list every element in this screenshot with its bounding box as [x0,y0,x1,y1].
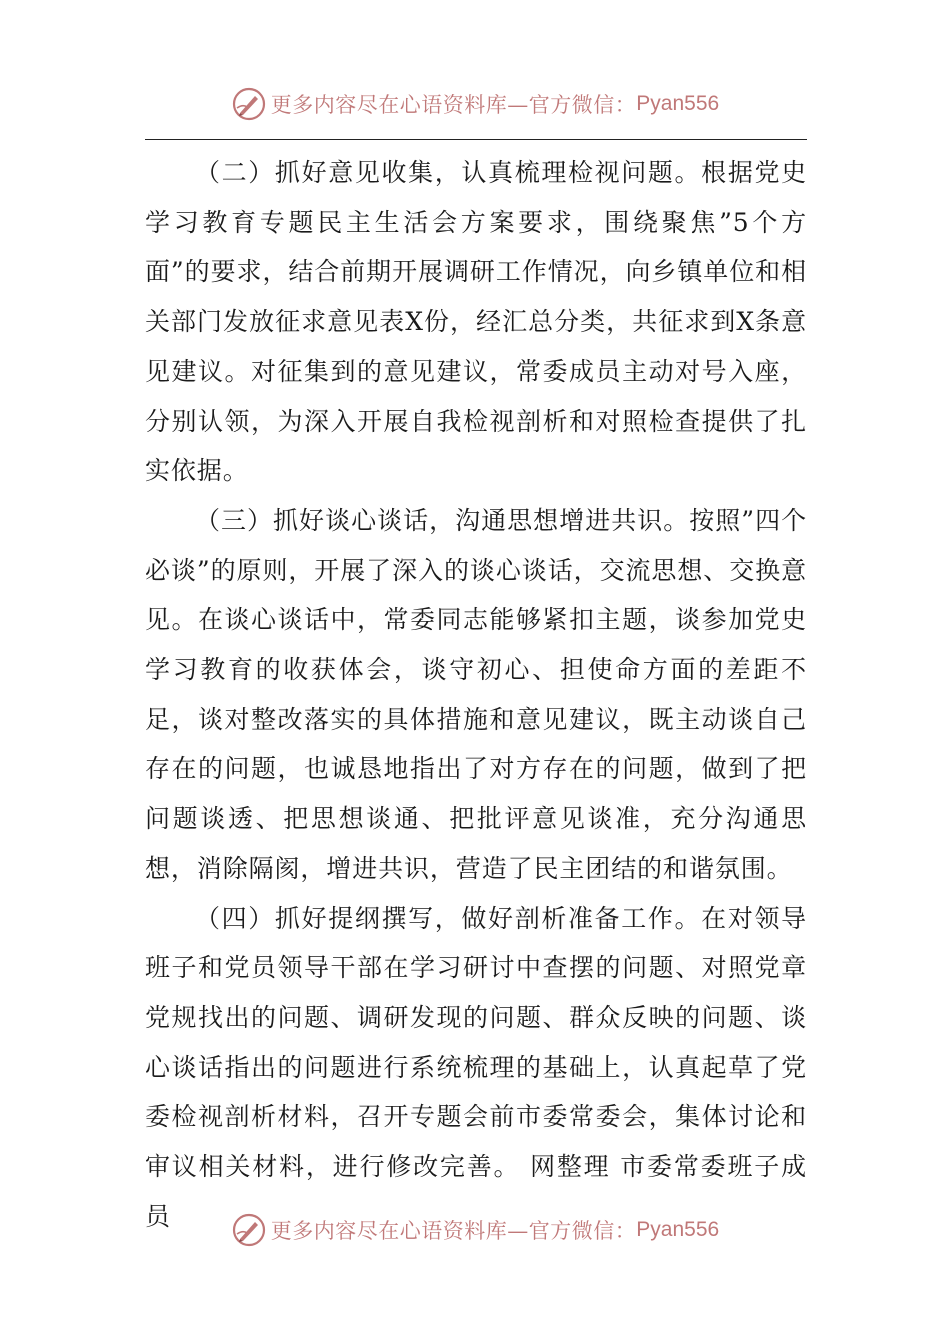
footer-watermark [0,1210,950,1250]
header-watermark [0,84,950,124]
watermark-wechat-id: Pyan556 [636,1218,720,1241]
pen-logo-icon [231,1212,267,1248]
watermark-text: 更多内容尽在心语资料库—官方微信： [270,93,637,117]
paragraph-4: （四）抓好提纲撰写，做好剖析准备工作。在对领导班子和党员领导干部在学习研讨中查摆的问题、对照党章党规找出的问题、调研发现的问题、群众反映的问题、谈心谈话指出的问题进行系统梳理的基础上，认真起草了党委检视剖析材料，召开专题会前市委常委会，集体讨论和审议相关材料，进行修改完善。 网整理 市委常委班子成员 [145,903,807,1231]
paragraph-3: （三）抓好谈心谈话，沟通思想增进共识。按照”四个必谈”的原则，开展了深入的谈心谈话，交流思想、交换意见。在谈心谈话中，常委同志能够紧扣主题，谈参加党史学习教育的收获体会，谈守初心、担使命方面的差距不足，谈对整改落实的具体措施和意见建议，既主动谈自己存在的问题，也诚恳地指出了对方存在的问题，做到了把问题谈透、把思想谈通、把批评意见谈准，充分沟通思想，消除隔阂，增进共识，营造了民主团结的和谐氛围。 [145,505,807,883]
paragraph-2: （二）抓好意见收集，认真梳理检视问题。根据党史学习教育专题民主生活会方案要求，围绕聚焦”5个方面”的要求，结合前期开展调研工作情况，向乡镇单位和相关部门发放征求意见表X份，经汇总分类，共征求到X条意见建议。对征集到的意见建议，常委成员主动对号入座，分别认领，为深入开展自我检视剖析和对照检查提供了扎实依据。 [145,158,807,486]
watermark-wechat-id: Pyan556 [636,92,720,115]
pen-logo-icon [231,86,267,122]
watermark-text: 更多内容尽在心语资料库—官方微信： [270,1219,637,1243]
header-divider [145,139,807,140]
document-body [145,148,807,1241]
